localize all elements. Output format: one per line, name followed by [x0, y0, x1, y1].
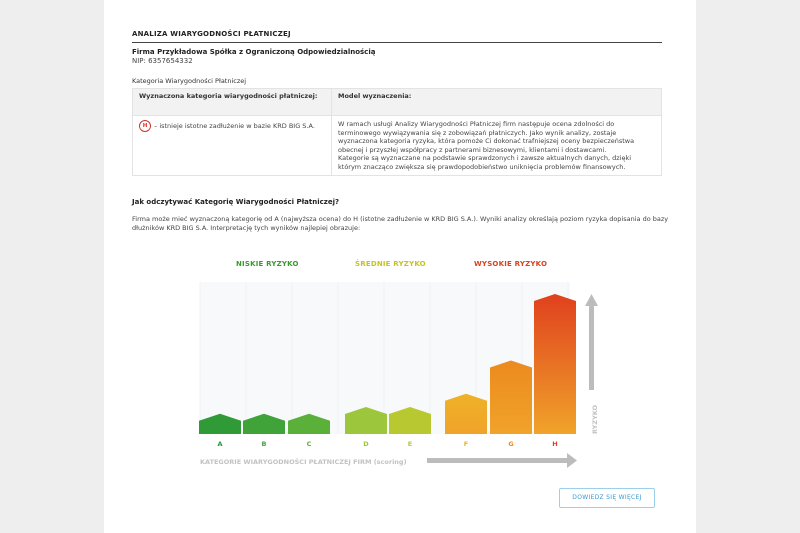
risk-group-label-medium: ŚREDNIE RYZYKO: [355, 260, 426, 268]
category-label-h: H: [552, 440, 558, 448]
bar-f: [445, 394, 487, 434]
section-caption: Kategoria Wiarygodności Płatniczej: [132, 77, 247, 85]
category-label-e: E: [407, 440, 413, 448]
risk-group-label-high: WYSOKIE RYZYKO: [474, 260, 548, 268]
category-label-c: C: [306, 440, 312, 448]
category-table: [132, 88, 662, 176]
risk-chart: [104, 248, 696, 478]
category-label-a: A: [217, 440, 223, 448]
chart-plot: [104, 248, 696, 478]
company-name: Firma Przykładowa Spółka z Ograniczoną Odpowiedzialnością: [132, 48, 376, 56]
learn-more-button[interactable]: DOWIEDZ SIĘ WIĘCEJ: [559, 488, 655, 508]
y-axis-label: RYZYKO: [591, 404, 599, 434]
model-text: W ramach usługi Analizy Wiarygodności Płatniczej firm następuje ocena zdolności do terminowego wywiązywania się z zobowiązań płatniczych. Jako wynik analizy, zostaje wyznaczona kategoria ryzyka, która pomoże Ci dokonać trafniejszej oceny bezpieczeństwa obecnej i przyszłej współpracy z partnerami biznesowymi, klientami i dostawcami. Kategorie są wyznaczane na podstawie sprawdzonych i zawsze aktualnych danych, dzięki którym znacząco zwiększa się prawdopodobieństwo uniknięcia problemów finansowych.: [338, 120, 635, 171]
explanation-title: Jak odczytywać Kategorię Wiarygodności Płatniczej?: [132, 198, 340, 206]
y-axis-arrow-head: [585, 294, 598, 306]
category-label-d: D: [363, 440, 369, 448]
category-label-f: F: [463, 440, 469, 448]
y-axis-arrow-shaft: [589, 306, 594, 390]
document-title: ANALIZA WIARYGODNOŚCI PŁATNICZEJ: [132, 30, 662, 43]
risk-group-label-low: NISKIE RYZYKO: [236, 260, 299, 268]
company-nip: NIP: 6357654332: [132, 57, 193, 65]
category-label-b: B: [261, 440, 267, 448]
explanation-text: Firma może mieć wyznaczoną kategorię od A (najwyższa ocena) do H (istotne zadłużenie w KRD BIG S.A.). Wyniki analizy określają poziom ryzyka dopisania do bazy dłużników KRD BIG S.A. Interpretację tych wyników najlepiej obrazuje:: [132, 215, 669, 232]
category-header: Wyznaczona kategoria wiarygodności płatniczej:: [133, 89, 332, 116]
x-axis-label: KATEGORIE WIARYGODNOŚCI PŁATNICZEJ FIRM (scoring): [200, 458, 407, 466]
bar-g: [490, 361, 532, 435]
category-badge: H: [139, 120, 151, 132]
category-cell: [133, 116, 332, 176]
model-header: Model wyznaczenia:: [332, 89, 662, 116]
document-page: [104, 0, 696, 533]
x-axis-arrow-shaft: [427, 458, 567, 463]
bar-h: [534, 294, 576, 434]
model-cell: [332, 116, 662, 176]
category-label-g: G: [508, 440, 514, 448]
x-axis-arrow-head: [567, 453, 577, 468]
category-text: – istnieje istotne zadłużenie w bazie KRD BIG S.A.: [154, 122, 315, 130]
